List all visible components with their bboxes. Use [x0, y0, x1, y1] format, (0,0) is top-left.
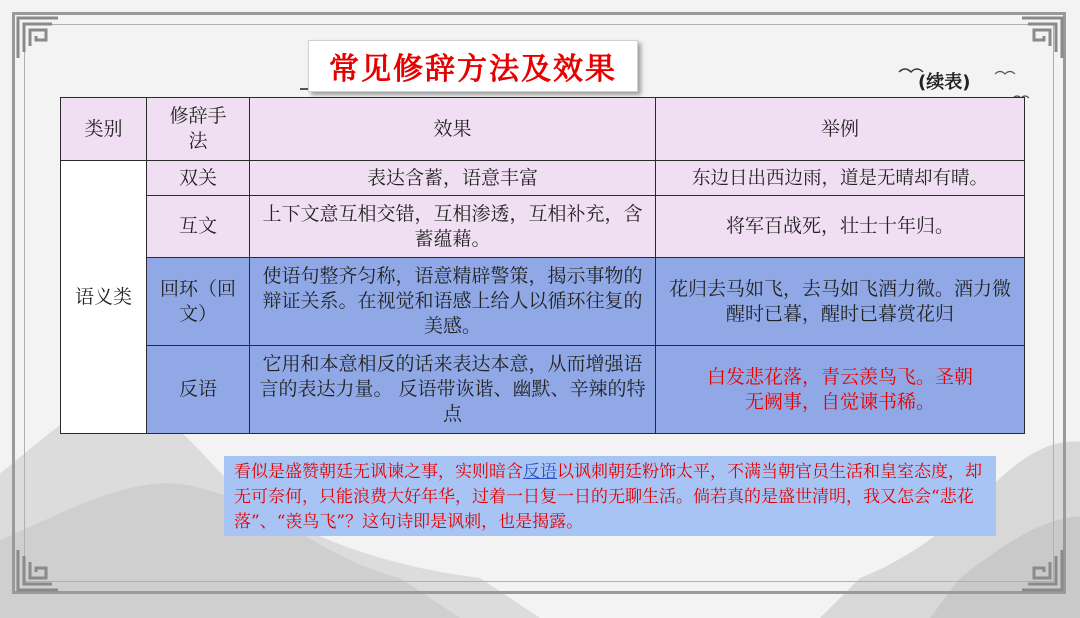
method-cell: 互文: [147, 196, 250, 258]
corner-ornament-top-left: [16, 16, 60, 60]
table-header-row: [61, 98, 1025, 161]
header-effect: 效果: [250, 98, 656, 161]
title-box: [308, 40, 638, 92]
method-cell: 回环（回文）: [147, 258, 250, 346]
category-cell: 语义类: [61, 161, 147, 434]
example-cell: 东边日出西边雨，道是无晴却有晴。: [656, 161, 1025, 196]
example-cell: 花归去马如飞，去马如飞酒力微。酒力微醒时已暮，醒时已暮赏花归: [656, 258, 1025, 346]
rhetoric-table: [60, 97, 1025, 434]
header-method: 修辞手法: [147, 98, 250, 161]
table-row: [61, 161, 1025, 196]
table-row: [61, 346, 1025, 434]
corner-ornament-bottom-left: [16, 548, 60, 592]
explanation-note: [224, 456, 996, 536]
effect-cell: 使语句整齐匀称，语意精辟警策，揭示事物的辩证关系。在视觉和语感上给人以循环往复的美感。: [250, 258, 656, 346]
example-cell: 白发悲花落，青云羡鸟飞。圣朝无阙事，自觉谏书稀。: [656, 346, 1025, 434]
continued-label: (续表): [918, 72, 971, 93]
example-cell: 将军百战死，壮士十年归。: [656, 196, 1025, 258]
method-cell: 双关: [147, 161, 250, 196]
note-text-after: 以讽刺朝廷粉饰太平，不满当朝官员生活和皇室态度，却无可奈何，只能浪费大好年华，过着一日复一日的无聊生活。倘若真的是盛世清明，我又怎会“悲花落”、“羡鸟飞”？这句诗即是讽刺，也是揭露。: [234, 462, 982, 532]
table-row: [61, 196, 1025, 258]
corner-ornament-top-right: [1020, 16, 1064, 60]
table-row: [61, 258, 1025, 346]
note-link-irony[interactable]: 反语: [523, 462, 557, 482]
page-title: 常见修辞方法及效果: [329, 52, 617, 87]
effect-cell: 表达含蓄，语意丰富: [250, 161, 656, 196]
header-example: 举例: [656, 98, 1025, 161]
effect-cell: 上下文意互相交错，互相渗透，互相补充，含蓄蕴藉。: [250, 196, 656, 258]
effect-cell: 它用和本意相反的话来表达本意，从而增强语言的表达力量。 反语带诙谐、幽默、辛辣的特点: [250, 346, 656, 434]
method-cell: 反语: [147, 346, 250, 434]
note-text-before: 看似是盛赞朝廷无讽谏之事，实则暗含: [234, 462, 523, 482]
header-category: 类别: [61, 98, 147, 161]
corner-ornament-bottom-right: [1020, 548, 1064, 592]
